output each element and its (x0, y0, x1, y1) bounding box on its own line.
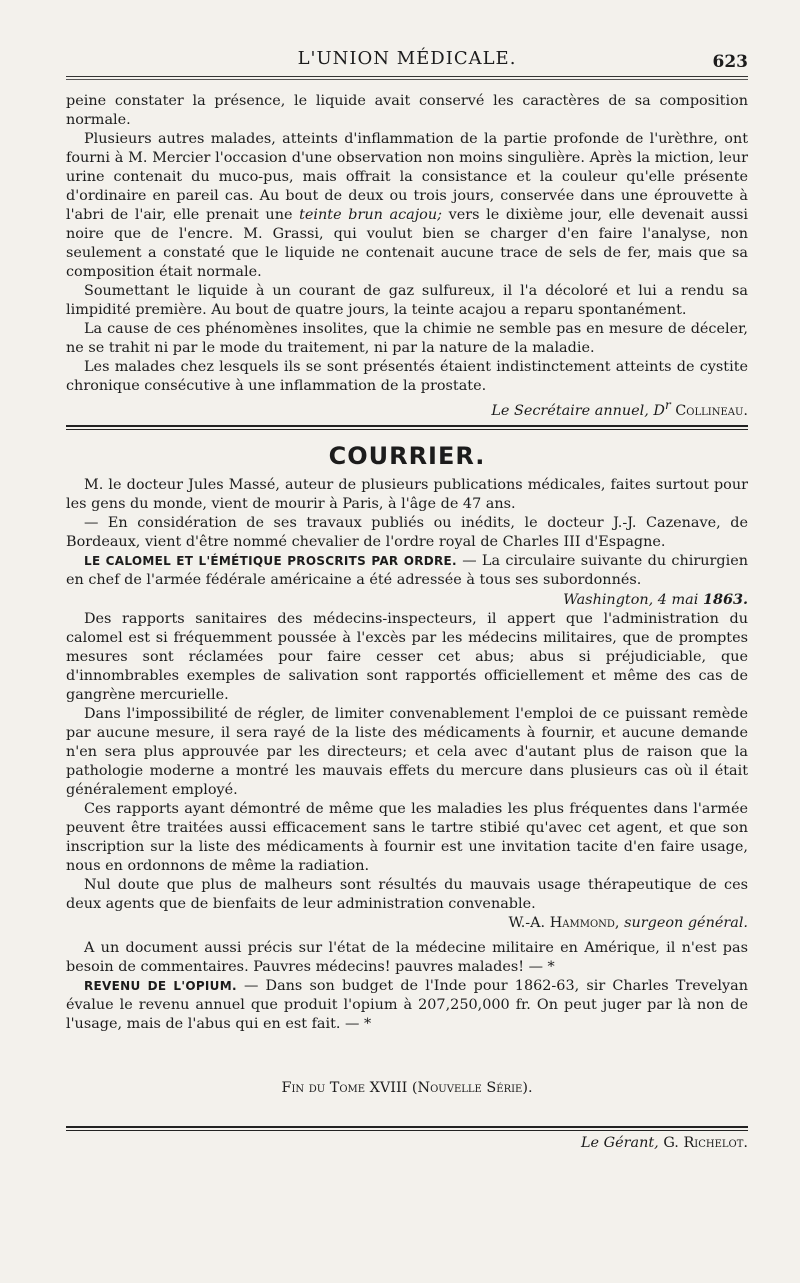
italic-text: teinte brun acajou; (299, 207, 442, 223)
paragraph: — En considération de ses travaux publiés ou inédits, le docteur J.-J. Cazenave, de Bordeaux, vient d'être nommé chevalier de l'ordre royal de Charles III d'Espagne. (66, 514, 748, 550)
paragraph: Les malades chez lesquels ils se sont présentés étaient indistinctement atteints de cystite chronique consécutive à une inflammation de la prostate. (66, 359, 748, 394)
dateline-month: mai (666, 591, 703, 608)
text-run: — Dans son budget de l'Inde pour 1862-63, sir Charles Trevelyan évalue le revenu annuel que produit l'opium à 207,250,000 fr. On peut juger par là non de l'usage, mais de l'abus qui en est fait. — * (66, 977, 748, 1032)
paragraph: Nul doute que plus de malheurs sont résultés du mauvais usage thérapeutique de ces deux agents que de bienfaits de leur administration convenable. (66, 876, 748, 912)
section-title: COURRIER. (328, 441, 486, 470)
dateline-year: 1863. (702, 590, 748, 608)
running-head (66, 48, 748, 77)
signature-name: W.-A. Hammond, (508, 914, 625, 931)
report-section (66, 92, 748, 421)
paragraph: Des rapports sanitaires des médecins-inspecteurs, il appert que l'administration du calomel est si fréquemment poussée à l'excès par les médecins militaires, que de promptes mesures sont réclamées pour faire cesser cet abus; abus si préjudiciable, que d'innombrables exemples de salivation sont rapportés officiellement et même des cas de gangrène mercurielle. (66, 610, 748, 703)
signature-name: Collineau. (670, 402, 748, 419)
dateline-place: Washington, (563, 591, 658, 608)
dateline-day: 4 (657, 591, 667, 608)
page-number: 623 (712, 52, 748, 72)
paragraph-lead: LE CALOMEL ET L'ÉMÉTIQUE PROSCRITS PAR ORDRE. (84, 553, 457, 568)
paragraph-lead: REVENU DE L'OPIUM. (84, 978, 237, 993)
paragraph: A un document aussi précis sur l'état de la médecine militaire en Amérique, il n'est pas besoin de commentaires. Pauvres médecins! pauvres malades! — * (66, 939, 748, 975)
signature-title: surgeon général. (624, 914, 748, 931)
text-run: Plusieurs autres malades, atteints d'inflammation de la partie profonde de l'urèthre, ont fourni à M. Mercier l'occasion d'une observation non moins singulière. Après la miction, leur urine contenait du muco-pus, mais offrait la consistance et la couleur qu'elle présente d'ordinaire en pareil cas. Au bout de deux ou trois jours, conservée dans une éprouvette à l'abri de l'air, elle prenait une (66, 131, 748, 223)
paragraph: Dans l'impossibilité de régler, de limiter convenablement l'emploi de ce puissant remède par aucune mesure, il sera rayé de la liste des médicaments à fournir, et aucune demande n'en sera plus approuvée par les directeurs; et cela avec d'autant plus de raison que la pathologie moderne a montré les mauvais effets du mercure dans plusieurs cas où il était généralement employé. (66, 705, 748, 798)
paragraph: Ces rapports ayant démontré de même que les maladies les plus fréquentes dans l'armée peuvent être traitées aussi efficacement sans le tartre stibié qu'avec cet agent, et que son inscription sur la liste des médicaments à fournir est une invitation tacite d'en faire usage, nous en ordonnons de même la radiation. (66, 800, 748, 874)
signature (66, 396, 748, 421)
gerant-label: Le Gérant, (581, 1134, 664, 1151)
signature (66, 914, 748, 933)
signature-sup: r (664, 398, 671, 412)
gerant-line (66, 1135, 748, 1151)
gerant-name: G. Richelot. (663, 1134, 748, 1151)
signature-title: Le Secrétaire annuel, D (491, 402, 665, 419)
paragraph: La cause de ces phénomènes insolites, que la chimie ne semble pas en mesure de déceler, ne se trahit ni par le mode du traitement, ni par la nature de la maladie. (66, 321, 748, 356)
header-rule (66, 79, 748, 80)
journal-title: L'UNION MÉDICALE. (297, 48, 517, 69)
text-run: vers le dixième jour, elle devenait aussi noire que de l'encre. M. Grassi, qui voulut bien se charger d'en faire l'analyse, non seulement a constaté que le liquide ne contenait aucune trace de sels de fer, mais que sa composition était normale. (66, 207, 748, 280)
footer-divider (66, 1126, 748, 1151)
paragraph (66, 977, 748, 1034)
paragraph: Soumettant le liquide à un courant de gaz sulfureux, il l'a décoloré et lui a rendu sa limpidité première. Au bout de quatre jours, la teinte acajou a reparu spontanément. (66, 283, 748, 318)
courrier-section (66, 476, 748, 1034)
paragraph: peine constater la présence, le liquide avait conservé les caractères de sa composition normale. (66, 93, 748, 128)
dateline (66, 590, 748, 610)
paragraph (66, 130, 748, 282)
section-divider (66, 425, 748, 430)
paragraph (66, 552, 748, 590)
text-run: — La circulaire suivante du chirurgien en chef de l'armée fédérale américaine a été adressée à tous ses subordonnés. (66, 552, 748, 588)
end-of-volume: Fin du Tome XVIII (Nouvelle Série). (281, 1079, 533, 1096)
paragraph: M. le docteur Jules Massé, auteur de plusieurs publications médicales, faites surtout pour les gens du monde, vient de mourir à Paris, à l'âge de 47 ans. (66, 476, 748, 512)
